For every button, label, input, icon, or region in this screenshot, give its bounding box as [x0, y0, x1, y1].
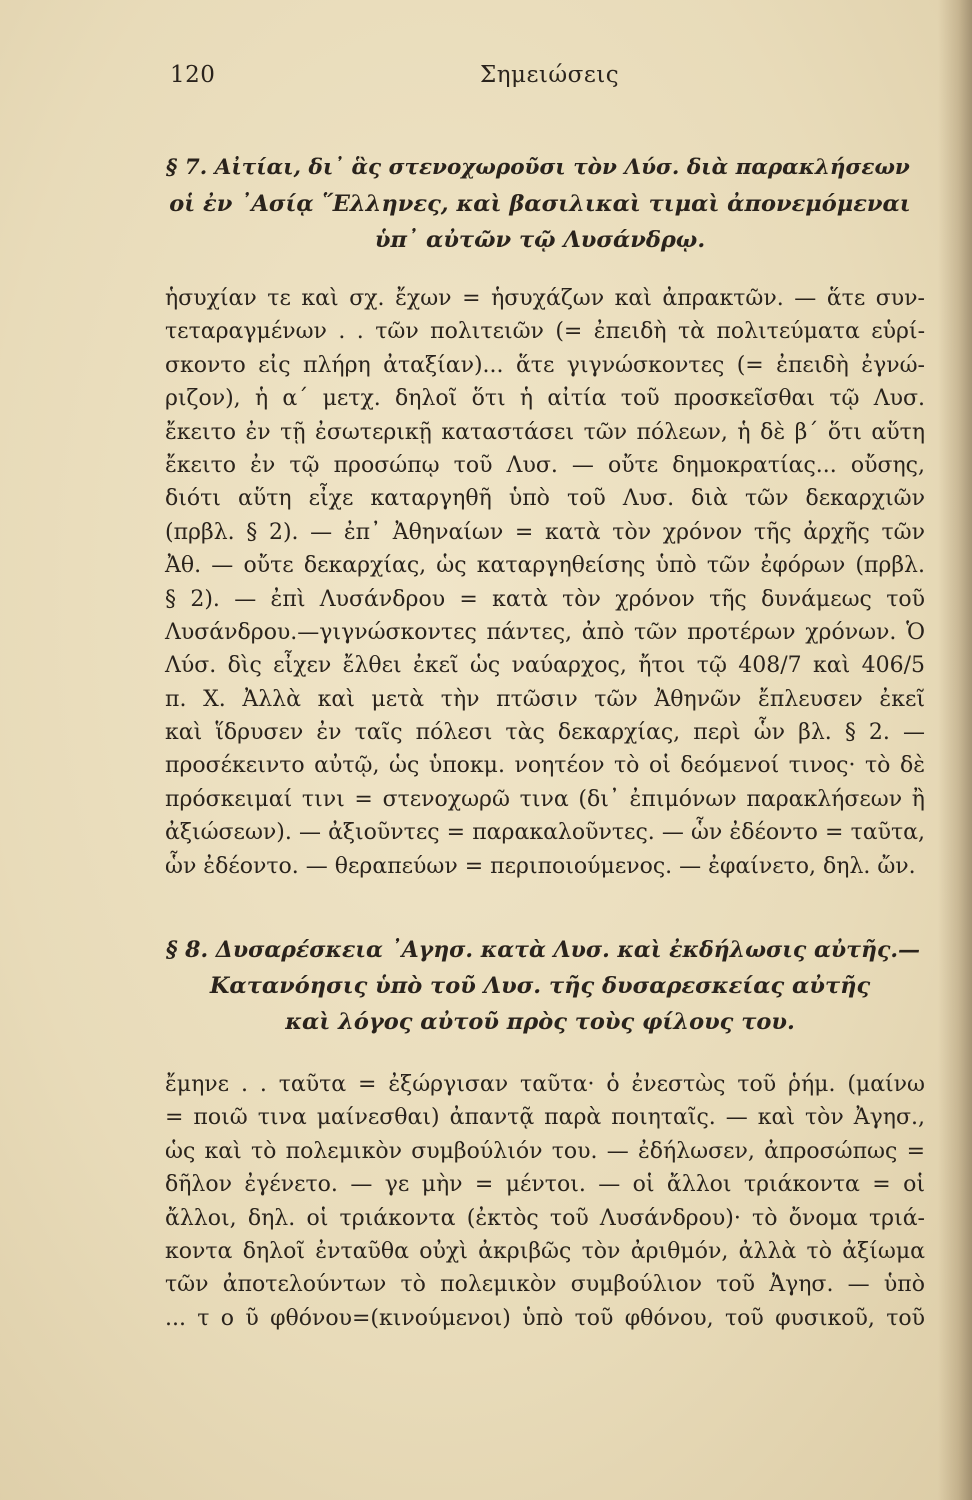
section-7-body: [165, 282, 925, 883]
text-line: Λύσ. δὶς εἶχεν ἔλθει ἐκεῖ ὡς ναύαρχος, ἤτοι τῷ 408/7 καὶ 406/5: [165, 653, 925, 679]
text-line: διότι αὕτη εἶχε καταργηθῆ ὑπὸ τοῦ Λυσ. διὰ τῶν δεκαρχιῶν: [165, 486, 925, 512]
text-line: δῆλον ἐγένετο. — γε μὴν = μέντοι. — οἱ ἄλλοι τριάκοντα = οἱ: [165, 1172, 925, 1198]
text-line: τεταραγμένων . . τῶν πολιτειῶν (= ἐπειδὴ τὰ πολιτεύματα εὑρί-: [165, 319, 925, 345]
text-line: π. Χ. Ἀλλὰ καὶ μετὰ τὴν πτῶσιν τῶν Ἀθηνῶν ἔπλευσεν ἐκεῖ: [165, 686, 925, 712]
heading-line: § 7. Αἰτίαι, δι᾿ ἃς στενοχωροῦσι τὸν Λύσ. διὰ παρακλήσεων: [166, 155, 910, 180]
text-line: ἀξιώσεων). — ἀξιοῦντες = παρακαλοῦντες. — ὧν ἐδέοντο = ταῦτα,: [165, 820, 925, 846]
section-8-body: [165, 1068, 925, 1335]
heading-line: Κατανόησις ὑπὸ τοῦ Λυσ. τῆς δυσαρεσκείας αὐτῆς: [209, 973, 871, 999]
heading-line: καὶ λόγος αὐτοῦ πρὸς τοὺς φίλους του.: [285, 1009, 795, 1035]
page-edge-shadow: [938, 0, 972, 1500]
text-line: κοντα δηλοῖ ἐνταῦθα οὐχὶ ἀκριβῶς τὸν ἀριθμόν, ἀλλὰ τὸ ἀξίωμα: [165, 1238, 925, 1264]
section-7-heading: [160, 150, 920, 258]
text-line: Λυσάνδρου.—γιγνώσκοντες πάντες, ἀπὸ τῶν προτέρων χρόνων. Ὁ: [165, 619, 925, 645]
text-line: προσέκειντο αὐτῷ, ὡς ὑποκμ. νοητέον τὸ οἱ δεόμενοί τινος· τὸ δὲ: [165, 753, 925, 779]
text-line: ριζον), ἡ α΄ μετχ. δηλοῖ ὅτι ἡ αἰτία τοῦ προσκεῖσθαι τῷ Λυσ.: [165, 386, 925, 412]
text-line: ἡσυχίαν τε καὶ σχ. ἔχων = ἡσυχάζων καὶ ἀπρακτῶν. — ἅτε συν-: [165, 286, 925, 311]
text-line: ὡς καὶ τὸ πολεμικὸν συμβούλιόν του. — ἐδήλωσεν, ἀπροσώπως =: [165, 1138, 925, 1164]
text-line: καὶ ἵδρυσεν ἐν ταῖς πόλεσι τὰς δεκαρχίας, περὶ ὧν βλ. § 2. —: [165, 720, 925, 746]
heading-line: οἱ ἐν ᾿Ασίᾳ ῞Ελληνες, καὶ βασιλικαὶ τιμαὶ ἀπονεμόμεναι: [169, 191, 911, 217]
text-line: ... τ ο ῦ φθόνου=(κινούμενοι) ὑπὸ τοῦ φθόνου, τοῦ φυσικοῦ, τοῦ: [165, 1305, 925, 1331]
text-line: ἔμηνε . . ταῦτα = ἐξώργισαν ταῦτα· ὁ ἐνεστὼς τοῦ ῥήμ. (μαίνω: [165, 1072, 925, 1097]
page-number: 120: [170, 62, 216, 88]
text-line: ἄλλοι, δηλ. οἱ τριάκοντα (ἐκτὸς τοῦ Λυσάνδρου)· τὸ ὄνομα τριά-: [165, 1205, 925, 1231]
page-header: [170, 62, 930, 96]
text-line: πρόσκειμαί τινι = στενοχωρῶ τινα (δι᾿ ἐπιμόνων παρακλήσεων ἢ: [165, 786, 925, 812]
heading-line: § 8. Δυσαρέσκεια ᾿Αγησ. κατὰ Λυσ. καὶ ἐκδήλωσις αὐτῆς.—: [166, 937, 921, 963]
running-title: Σημειώσεις: [480, 62, 620, 88]
text-line: σκοντο εἰς πλήρη ἀταξίαν)... ἅτε γιγνώσκοντες (= ἐπειδὴ ἐγνώ-: [165, 352, 925, 378]
text-line: § 2). — ἐπὶ Λυσάνδρου = κατὰ τὸν χρόνον τῆς δυνάμεως τοῦ: [165, 586, 925, 612]
text-line: (πρβλ. § 2). — ἐπ᾿ Ἀθηναίων = κατὰ τὸν χρόνον τῆς ἀρχῆς τῶν: [165, 519, 925, 545]
text-line: = ποιῶ τινα μαίνεσθαι) ἀπαντᾷ παρὰ ποιηταῖς. — καὶ τὸν Ἀγησ.,: [165, 1105, 925, 1131]
text-line: τῶν ἀποτελούντων τὸ πολεμικὸν συμβούλιον τοῦ Ἀγησ. — ὑπὸ: [165, 1272, 925, 1298]
text-line: Ἀθ. — οὔτε δεκαρχίας, ὡς καταργηθείσης ὑπὸ τῶν ἐφόρων (πρβλ.: [165, 553, 925, 579]
text-line: ἔκειτο ἐν τῷ προσώπῳ τοῦ Λυσ. — οὔτε δημοκρατίας... οὔσης,: [165, 452, 925, 478]
text-line: ἔκειτο ἐν τῇ ἐσωτερικῇ καταστάσει τῶν πόλεων, ἡ δὲ β΄ ὅτι αὕτη: [165, 419, 925, 445]
section-8-heading: [160, 932, 920, 1040]
text-line: ὧν ἐδέοντο. — θεραπεύων = περιποιούμενος. — ἐφαίνετο, δηλ. ὤν.: [165, 853, 916, 879]
heading-line: ὑπ᾿ αὐτῶν τῷ Λυσάνδρῳ.: [374, 227, 706, 253]
